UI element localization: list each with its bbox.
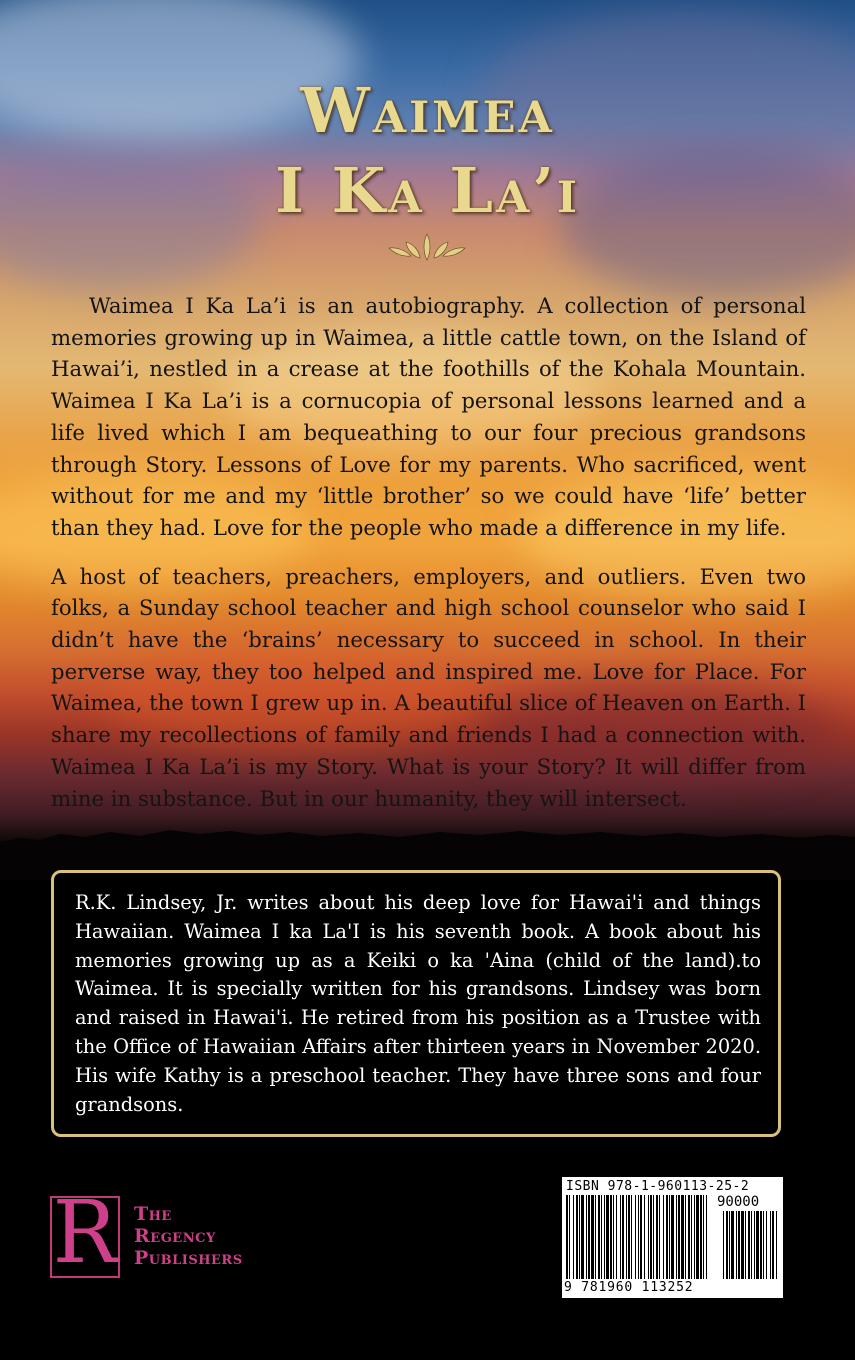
barcode-bar — [601, 1195, 602, 1279]
barcode-bar — [691, 1195, 692, 1279]
barcode-bar — [723, 1211, 724, 1279]
barcode-bars — [562, 1195, 783, 1281]
barcode-bar — [700, 1195, 702, 1279]
barcode-bar — [688, 1195, 690, 1279]
barcode-bar — [616, 1195, 617, 1279]
barcode-bar — [579, 1195, 580, 1279]
barcode-bar — [604, 1195, 605, 1279]
barcode-bar — [741, 1211, 744, 1279]
book-title-line1: Waimea — [300, 74, 555, 147]
book-title-line2: I Ka La’i — [274, 154, 581, 227]
barcode-bar — [588, 1195, 590, 1279]
blurb-paragraph: A host of teachers, preachers, employers, and outliers. Even two folks, a Sunday school teacher and high school counselor who said I didn’t have the ‘brains’ necessary to succeed in school. In their perverse way, they too helped and inspired me. Love for Place. For Waimea, the town I grew up in. A beautiful slice of Heaven on Earth. I share my recollections of family and friends I had a connection with. Waimea I Ka La’i is my Story. What is your Story? It will differ from mine in substance. But in our humanity, they will intersect. — [51, 563, 806, 811]
barcode-bar — [586, 1195, 587, 1279]
barcode-bar — [671, 1195, 674, 1279]
barcode-digits: 9 781960 113252 — [564, 1280, 694, 1295]
publisher-logo — [50, 1183, 120, 1283]
barcode-bar — [776, 1211, 777, 1279]
publisher-logo-letter: R — [52, 1183, 118, 1283]
barcode-bar — [703, 1195, 704, 1279]
barcode-bar — [650, 1195, 652, 1279]
barcode-bar — [656, 1195, 658, 1279]
barcode-bar — [638, 1195, 639, 1279]
barcode-bar — [622, 1195, 624, 1279]
leaf-ornament-icon — [377, 232, 477, 262]
publisher-name-line: Publishers — [134, 1247, 243, 1269]
barcode-bar — [729, 1211, 730, 1279]
barcode-bar — [581, 1195, 584, 1279]
barcode-bar — [770, 1211, 771, 1279]
barcode-bar — [772, 1211, 774, 1279]
barcode-bar — [606, 1195, 609, 1279]
barcode-bar — [648, 1195, 649, 1279]
barcode-bar — [610, 1195, 612, 1279]
barcode-bar — [595, 1195, 596, 1279]
barcode-bar — [696, 1195, 699, 1279]
barcode-bar — [681, 1195, 684, 1279]
barcode-bar — [598, 1195, 600, 1279]
barcode-bar — [748, 1211, 750, 1279]
barcode-bar — [766, 1211, 767, 1279]
barcode-bar — [576, 1195, 578, 1279]
author-bio: R.K. Lindsey, Jr. writes about his deep love for Hawai'i and things Hawaiian. Waimea I ka La'I is his seventh book. A book about his memories growing up as a Keiki o ka 'Aina (child of the land).to Waimea. It is specially written for his grandsons. Lindsey was born and raised in Hawai'i. He retired from his position as a Trustee with the Office of Hawaiian Affairs after thirteen years in November 2020. His wife Kathy is a preschool teacher. They have three sons and four grandsons. — [75, 891, 761, 1116]
isbn-label: ISBN 978-1-960113-25-2 — [566, 1179, 750, 1194]
publisher-name — [134, 1203, 243, 1269]
barcode-bar — [644, 1195, 645, 1279]
barcode-bar — [631, 1195, 632, 1279]
price-code: 90000 — [717, 1194, 760, 1210]
barcode-bar — [628, 1195, 630, 1279]
barcode-bar — [726, 1211, 728, 1279]
barcode-bar — [736, 1211, 737, 1279]
barcode-bar — [573, 1195, 574, 1279]
barcode-bar — [569, 1195, 570, 1279]
barcode-bar — [738, 1211, 740, 1279]
barcode-bar — [763, 1211, 764, 1279]
barcode-bar — [751, 1211, 752, 1279]
barcode-bar — [676, 1195, 677, 1279]
barcode-bar — [635, 1195, 636, 1279]
barcode-bar — [566, 1195, 568, 1279]
barcode-bar — [653, 1195, 654, 1279]
barcode-bar — [613, 1195, 614, 1279]
barcode-bar — [663, 1195, 664, 1279]
barcode-bar — [760, 1211, 762, 1279]
barcode-bar — [640, 1195, 642, 1279]
barcode-bar — [745, 1211, 746, 1279]
barcode-bar — [591, 1195, 594, 1279]
barcode-bar — [666, 1195, 668, 1279]
barcode-bar — [669, 1195, 670, 1279]
author-bio-box — [51, 870, 781, 1137]
barcode-bar — [754, 1211, 755, 1279]
barcode-bar — [620, 1195, 621, 1279]
barcode-bar — [659, 1195, 660, 1279]
barcode-bar — [706, 1195, 707, 1279]
book-blurb — [51, 290, 806, 831]
barcode-bar — [694, 1195, 695, 1279]
blurb-paragraph: Waimea I Ka La’i is an autobiography. A collection of personal memories growing up in Waimea, a little cattle town, on the Island of Hawai’i, nestled in a crease at the foothills of the Kohala Mountain. Waimea I Ka La’i is a cornucopia of personal lessons learned and a life lived which I am bequeathing to our four precious grandsons through Story. Lessons of Love for my parents. Who sacrificed, went without for me and my ‘little brother’ so we could have ‘life’ better than they had. Love for the people who made a difference in my life. — [51, 293, 806, 540]
barcode-bar — [678, 1195, 680, 1279]
barcode-bar — [756, 1211, 759, 1279]
publisher-name-line: Regency — [134, 1225, 216, 1247]
barcode-bar — [685, 1195, 686, 1279]
barcode-bar — [626, 1195, 627, 1279]
isbn-barcode — [562, 1177, 783, 1298]
barcode-bar — [731, 1211, 734, 1279]
publisher-name-line: The — [134, 1203, 172, 1225]
